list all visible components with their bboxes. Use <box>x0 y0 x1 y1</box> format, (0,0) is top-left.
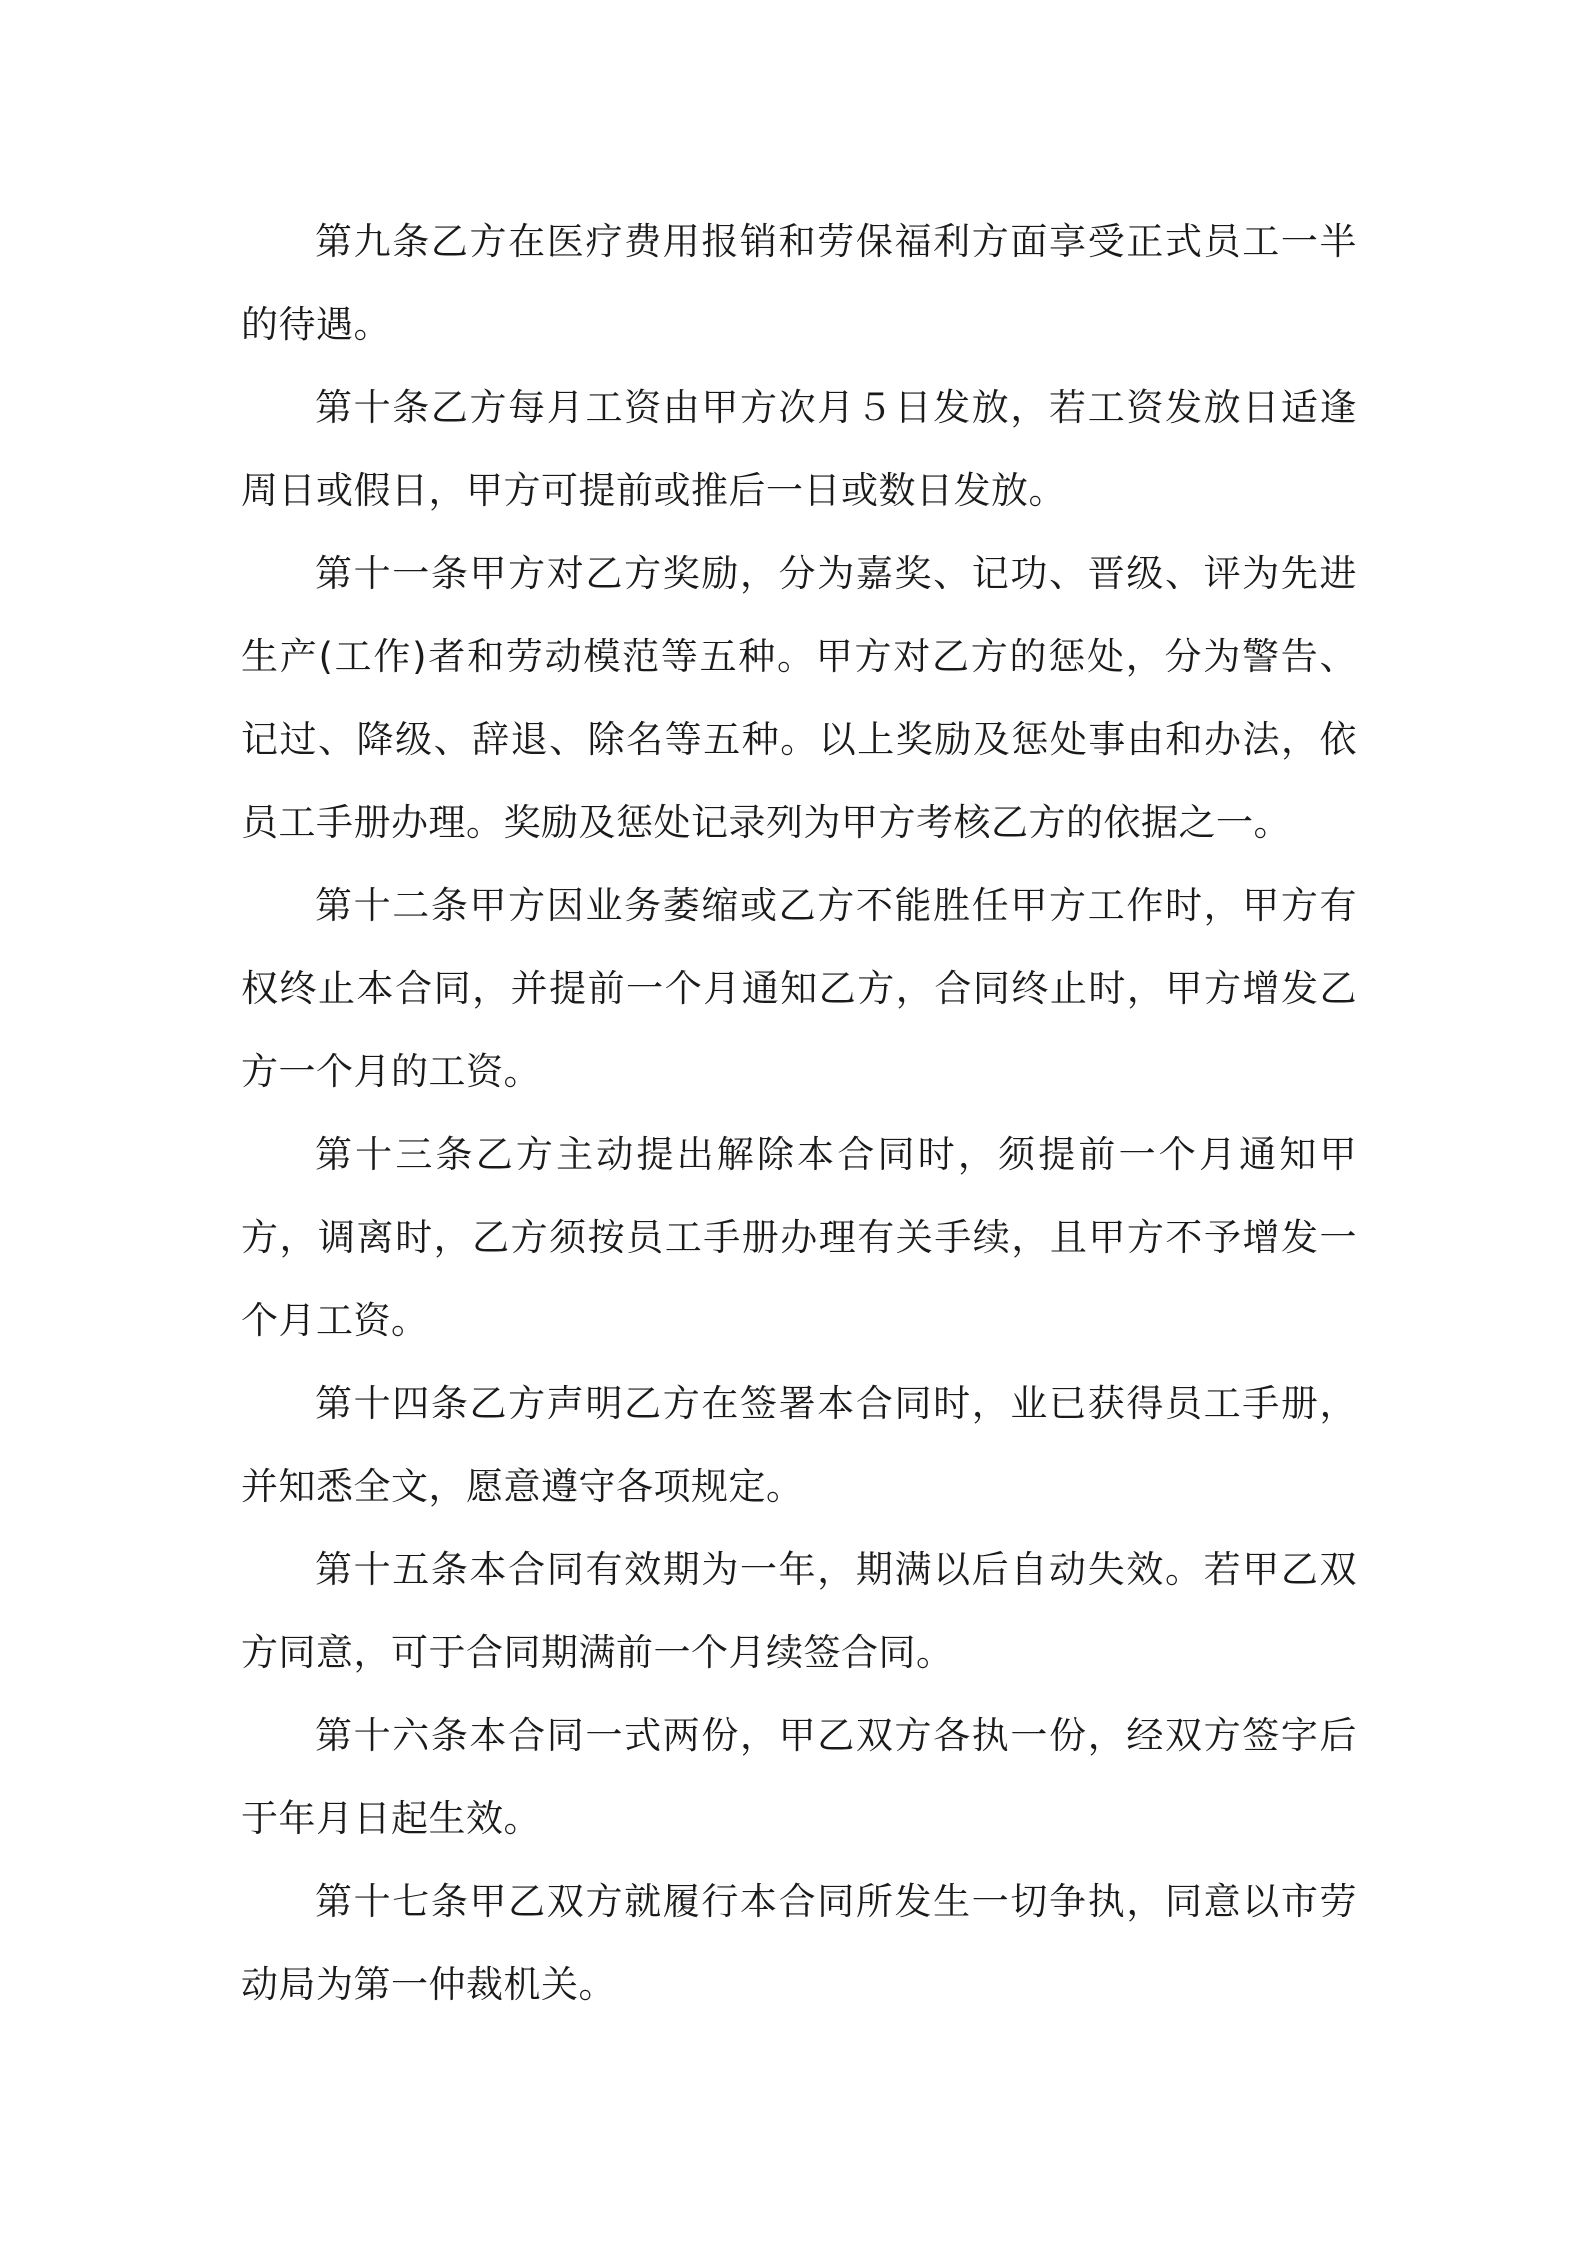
article-12-paragraph: 第十二条甲方因业务萎缩或乙方不能胜任甲方工作时，甲方有权终止本合同，并提前一个月通知乙方，合同终止时，甲方增发乙方一个月的工资。 <box>241 884 1357 1093</box>
article-14-paragraph: 第十四条乙方声明乙方在签署本合同时，业已获得员工手册，并知悉全文，愿意遵守各项规定。 <box>241 1382 1357 1508</box>
article-17-paragraph: 第十七条甲乙双方就履行本合同所发生一切争执，同意以市劳动局为第一仲裁机关。 <box>241 1880 1357 2006</box>
article-9-paragraph: 第九条乙方在医疗费用报销和劳保福利方面享受正式员工一半的待遇。 <box>241 220 1357 346</box>
article-10-paragraph: 第十条乙方每月工资由甲方次月５日发放，若工资发放日适逢周日或假日，甲方可提前或推后一日或数日发放。 <box>241 386 1357 512</box>
article-16-paragraph: 第十六条本合同一式两份，甲乙双方各执一份，经双方签字后于年月日起生效。 <box>241 1714 1357 1840</box>
article-11-paragraph: 第十一条甲方对乙方奖励，分为嘉奖、记功、晋级、评为先进生产(工作)者和劳动模范等五种。甲方对乙方的惩处，分为警告、记过、降级、辞退、除名等五种。以上奖励及惩处事由和办法，依员工手册办理。奖励及惩处记录列为甲方考核乙方的依据之一。 <box>241 552 1357 844</box>
document-body <box>241 200 1357 2026</box>
article-15-paragraph: 第十五条本合同有效期为一年，期满以后自动失效。若甲乙双方同意，可于合同期满前一个月续签合同。 <box>241 1548 1357 1674</box>
article-13-paragraph: 第十三条乙方主动提出解除本合同时，须提前一个月通知甲方，调离时，乙方须按员工手册办理有关手续，且甲方不予增发一个月工资。 <box>241 1133 1357 1342</box>
